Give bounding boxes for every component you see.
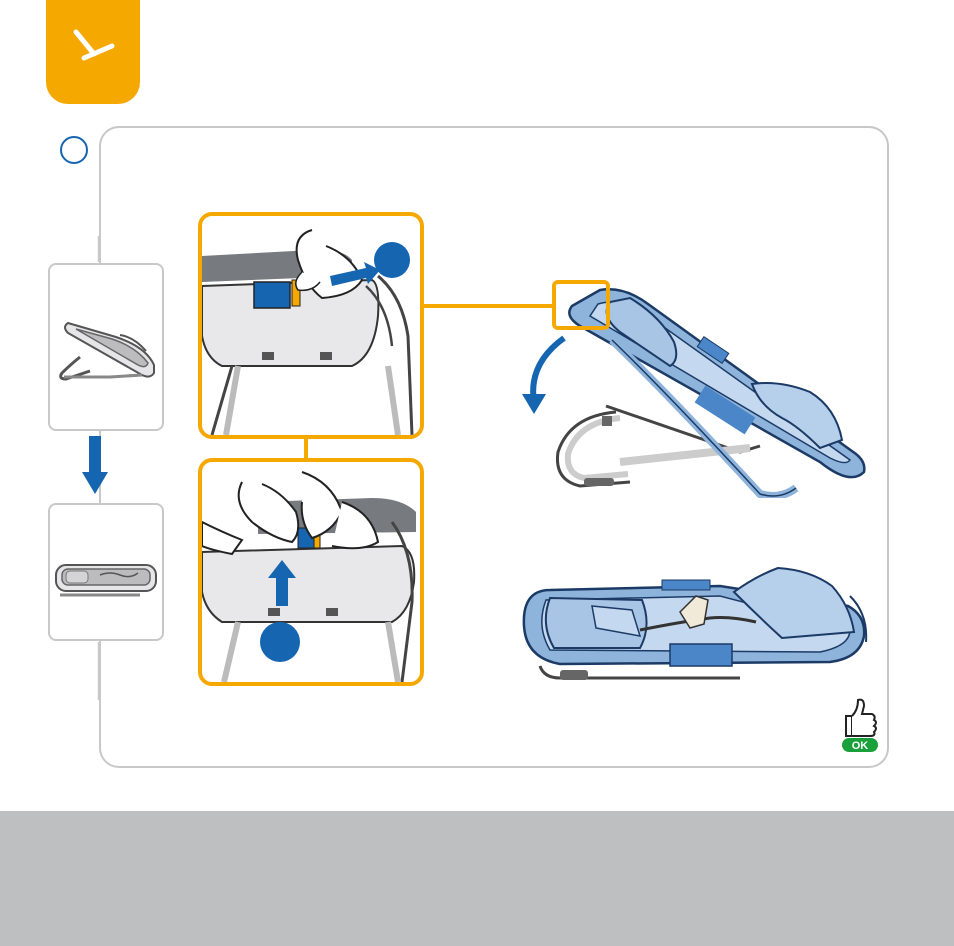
lift-up-illustration bbox=[202, 462, 420, 682]
footer-band bbox=[0, 811, 954, 946]
thumbnail-bouncer-flat bbox=[48, 503, 164, 641]
zoom-marker bbox=[552, 280, 610, 330]
detail-lift-up bbox=[198, 458, 424, 686]
press-release-illustration bbox=[202, 216, 420, 435]
arrow-down-icon bbox=[82, 436, 108, 496]
detail-press-buttons bbox=[198, 212, 424, 439]
bouncer-upright-illustration bbox=[50, 265, 162, 429]
ok-badge-label: OK bbox=[851, 740, 869, 752]
thumbnail-bouncer-upright bbox=[48, 263, 164, 431]
bouncer-flat-illustration bbox=[50, 505, 162, 639]
bouncer-flat-large-illustration bbox=[520, 566, 870, 690]
